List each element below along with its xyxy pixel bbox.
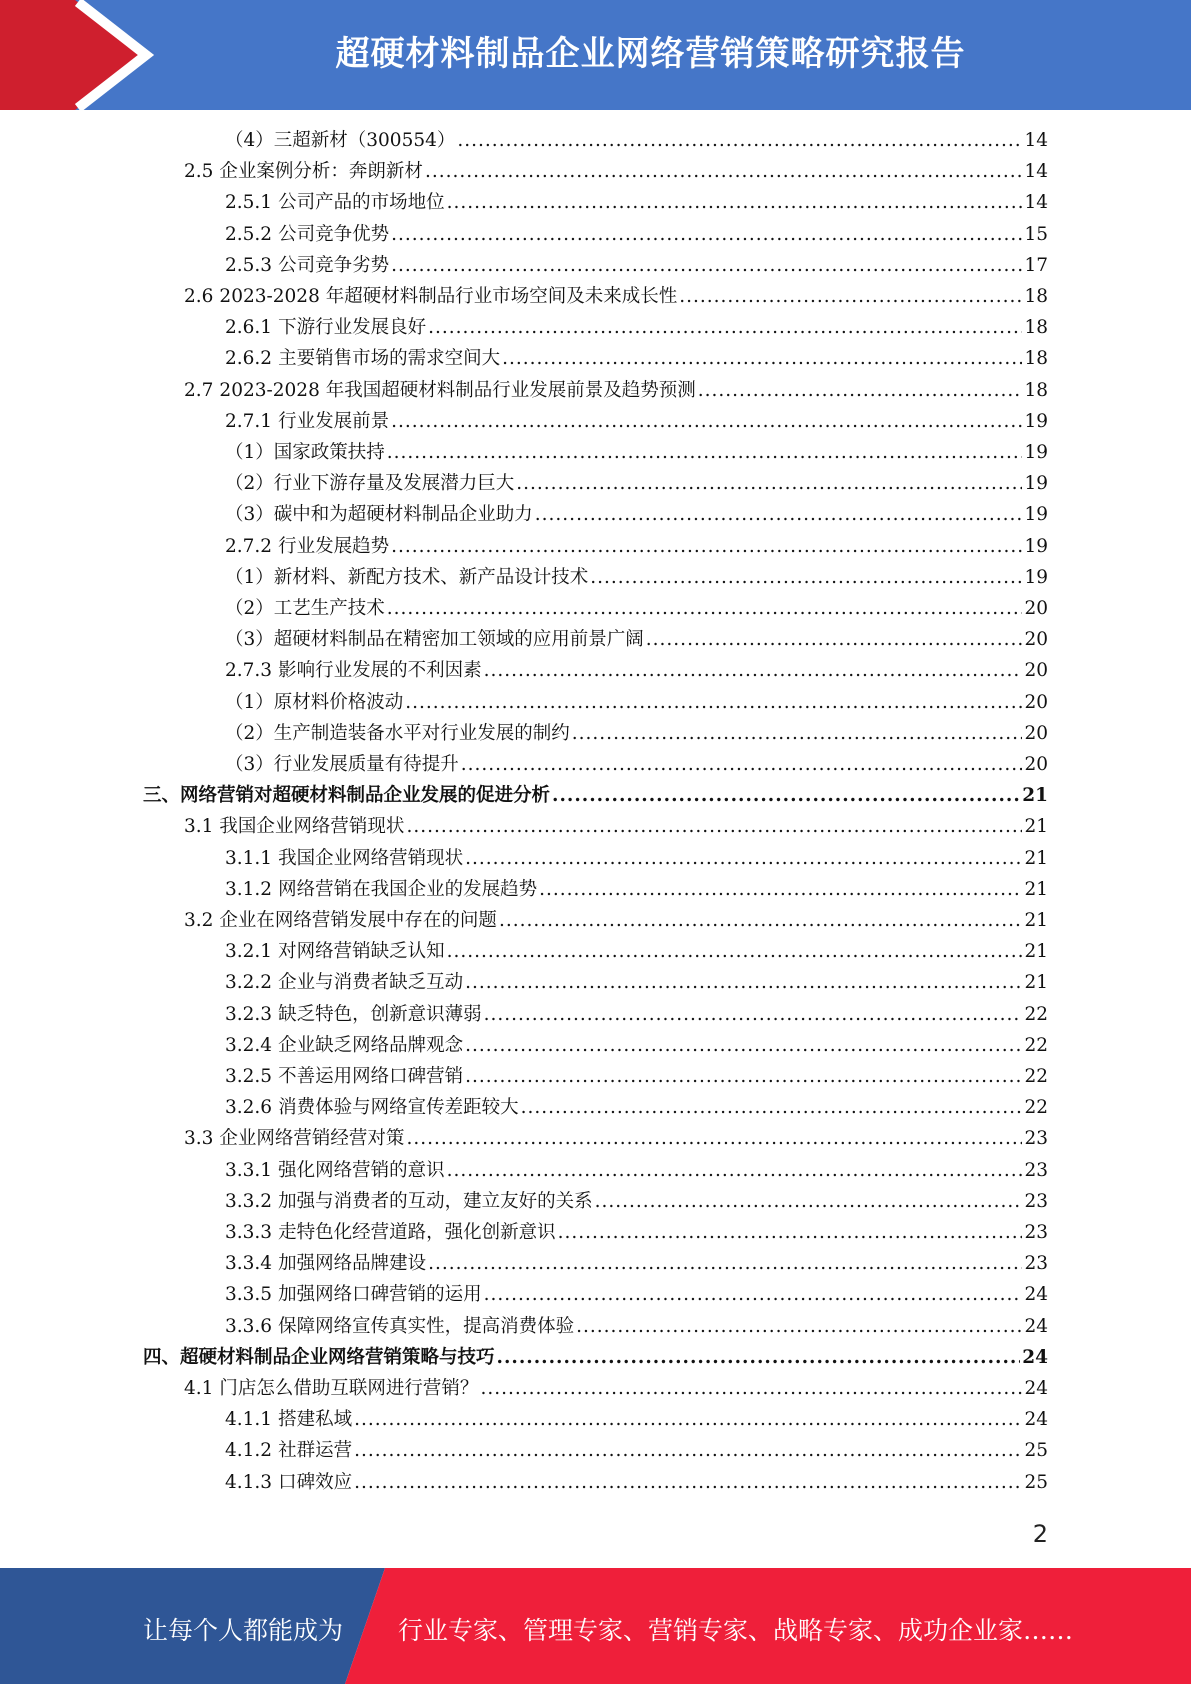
toc-entry[interactable] bbox=[225, 658, 1048, 684]
toc-entry-number: 3.1.2 bbox=[225, 878, 273, 900]
toc-entry-label: 行业发展趋势 bbox=[278, 535, 390, 557]
toc-entry-number: 3.2.6 bbox=[225, 1097, 273, 1119]
toc-dot-leader bbox=[391, 409, 1022, 435]
toc-dot-leader bbox=[497, 1345, 1021, 1371]
toc-entry-number: 3.1 bbox=[184, 816, 214, 838]
toc-entry-label: 公司竞争优势 bbox=[278, 223, 390, 245]
toc-dot-leader bbox=[425, 159, 1023, 185]
toc-entry-page: 24 bbox=[1024, 1284, 1048, 1306]
toc-dot-leader bbox=[391, 534, 1022, 560]
toc-entry-page: 20 bbox=[1024, 598, 1048, 619]
toc-entry-number: 3.2.4 bbox=[225, 1034, 273, 1056]
toc-entry[interactable] bbox=[184, 814, 1048, 840]
toc-entry-page: 18 bbox=[1024, 379, 1048, 401]
toc-dot-leader bbox=[447, 1158, 1023, 1184]
toc-dot-leader bbox=[535, 502, 1023, 528]
toc-entry-label: 三、网络营销对超硬材料制品企业发展的促进分析 bbox=[143, 785, 551, 807]
toc-entry-page: 22 bbox=[1024, 1097, 1048, 1119]
toc-entry-page: 23 bbox=[1024, 1159, 1048, 1181]
toc-entry-label: （3）超硬材料制品在精密加工领域的应用前景广阔 bbox=[225, 629, 644, 651]
toc-entry-page: 19 bbox=[1024, 504, 1048, 526]
toc-entry-number: 3.3.4 bbox=[225, 1253, 273, 1275]
toc-entry[interactable] bbox=[225, 1033, 1048, 1059]
toc-entry[interactable] bbox=[225, 534, 1048, 560]
toc-entry-label: 消费体验与网络宣传差距较大 bbox=[278, 1097, 519, 1119]
toc-entry-page: 18 bbox=[1024, 286, 1048, 307]
toc-entry[interactable] bbox=[184, 1376, 1048, 1402]
toc-entry[interactable] bbox=[225, 409, 1048, 435]
footer-slogan-left: 让每个人都能成为 bbox=[143, 1616, 344, 1645]
toc-entry-page: 19 bbox=[1024, 566, 1048, 588]
toc-entry-page: 21 bbox=[1024, 941, 1048, 963]
toc-entry-page: 17 bbox=[1024, 254, 1048, 276]
toc-dot-leader bbox=[590, 565, 1022, 591]
toc-entry[interactable] bbox=[184, 908, 1048, 934]
toc-entry-label: 门店怎么借助互联网进行营销？ bbox=[219, 1378, 479, 1399]
toc-entry-page: 23 bbox=[1024, 1190, 1048, 1212]
toc-dot-leader bbox=[457, 128, 1022, 154]
toc-entry-label: 不善运用网络口碑营销 bbox=[278, 1066, 464, 1087]
toc-dot-leader bbox=[405, 690, 1022, 716]
toc-entry-label: 企业在网络营销发展中存在的问题 bbox=[219, 910, 497, 931]
toc-entry-label: 加强网络口碑营销的运用 bbox=[278, 1284, 482, 1306]
toc-entry-page: 19 bbox=[1024, 535, 1048, 557]
toc-entry[interactable] bbox=[143, 783, 1048, 809]
toc-entry-page: 19 bbox=[1024, 473, 1048, 495]
toc-entry-label: （3）行业发展质量有待提升 bbox=[225, 754, 459, 775]
toc-dot-leader bbox=[484, 1002, 1023, 1028]
toc-entry[interactable] bbox=[225, 128, 1048, 154]
toc-entry-page: 21 bbox=[1024, 816, 1048, 838]
toc-entry-number: 2.5.2 bbox=[225, 223, 273, 245]
toc-entry-number: 2.7 bbox=[184, 379, 214, 401]
toc-entry-number: 3.3.3 bbox=[225, 1222, 273, 1243]
toc-entry-label: 企业与消费者缺乏互动 bbox=[278, 972, 464, 994]
toc-entry-page: 24 bbox=[1024, 1409, 1048, 1431]
toc-entry[interactable] bbox=[225, 315, 1048, 341]
toc-entry-label: 2023-2028 年我国超硬材料制品行业发展前景及趋势预测 bbox=[219, 379, 696, 401]
toc-entry[interactable] bbox=[184, 284, 1048, 310]
page-number: 2 bbox=[1032, 1520, 1048, 1548]
toc-entry-label: （2）生产制造装备水平对行业发展的制约 bbox=[225, 722, 570, 744]
toc-dot-leader bbox=[572, 721, 1023, 747]
toc-entry-page: 14 bbox=[1024, 161, 1048, 183]
toc-entry-number: 3.2.5 bbox=[225, 1066, 273, 1087]
toc-entry[interactable] bbox=[225, 1220, 1048, 1246]
toc-entry-label: 搭建私域 bbox=[278, 1409, 353, 1431]
toc-entry[interactable] bbox=[225, 565, 1048, 591]
toc-entry[interactable] bbox=[225, 1064, 1048, 1090]
toc-entry[interactable] bbox=[225, 1158, 1048, 1184]
toc-entry-label: 企业缺乏网络品牌观念 bbox=[278, 1034, 464, 1056]
toc-dot-leader bbox=[465, 1064, 1022, 1090]
toc-entry-label: 我国企业网络营销现状 bbox=[219, 816, 405, 838]
toc-entry-number: 3.1.1 bbox=[225, 847, 273, 869]
toc-dot-leader bbox=[354, 1470, 1022, 1496]
toc-entry-label: 主要销售市场的需求空间大 bbox=[278, 348, 501, 370]
toc-dot-leader bbox=[354, 1438, 1022, 1464]
toc-dot-leader bbox=[406, 1126, 1022, 1152]
toc-entry[interactable] bbox=[225, 440, 1048, 466]
toc-entry[interactable] bbox=[225, 1470, 1048, 1496]
toc-dot-leader bbox=[391, 253, 1022, 279]
toc-entry[interactable] bbox=[225, 1407, 1048, 1433]
toc-entry-label: 企业案例分析：奔朗新材 bbox=[219, 161, 423, 183]
toc-entry-number: 3.3.5 bbox=[225, 1284, 273, 1306]
toc-entry[interactable] bbox=[225, 846, 1048, 872]
toc-dot-leader bbox=[539, 877, 1022, 903]
toc-entry-page: 20 bbox=[1024, 691, 1048, 713]
toc-entry-page: 21 bbox=[1024, 910, 1048, 931]
toc-dot-leader bbox=[595, 1189, 1023, 1215]
toc-dot-leader bbox=[461, 752, 1023, 778]
toc-entry[interactable] bbox=[225, 752, 1048, 778]
toc-dot-leader bbox=[502, 346, 1022, 372]
toc-entry-number: 3.2 bbox=[184, 910, 214, 931]
toc-entry[interactable] bbox=[143, 1345, 1048, 1371]
toc-entry-number: 3.3.1 bbox=[225, 1159, 273, 1181]
toc-entry-label: （2）行业下游存量及发展潜力巨大 bbox=[225, 473, 515, 495]
toc-entry[interactable] bbox=[225, 1282, 1048, 1308]
toc-entry-page: 24 bbox=[1024, 1378, 1048, 1399]
page-header bbox=[0, 0, 1191, 110]
toc-entry-label: （4）三超新材（300554） bbox=[225, 130, 456, 151]
toc-dot-leader bbox=[354, 1407, 1022, 1433]
toc-entry-label: 下游行业发展良好 bbox=[278, 317, 427, 339]
toc-entry-label: 网络营销在我国企业的发展趋势 bbox=[278, 878, 538, 900]
toc-entry-label: 我国企业网络营销现状 bbox=[278, 847, 464, 869]
toc-entry-number: 4.1.1 bbox=[225, 1409, 273, 1431]
toc-entry-number: 2.7.2 bbox=[225, 535, 273, 557]
toc-entry-label: 加强网络品牌建设 bbox=[278, 1253, 427, 1275]
toc-entry[interactable] bbox=[225, 346, 1048, 372]
toc-entry-page: 21 bbox=[1024, 878, 1048, 900]
toc-entry-page: 14 bbox=[1024, 192, 1048, 214]
toc-entry[interactable] bbox=[225, 1314, 1048, 1340]
toc-entry-page: 23 bbox=[1024, 1253, 1048, 1275]
toc-entry-label: 公司竞争劣势 bbox=[278, 254, 390, 276]
toc-entry-page: 20 bbox=[1024, 754, 1048, 775]
toc-entry[interactable] bbox=[184, 378, 1048, 404]
toc-entry-number: 2.7.3 bbox=[225, 660, 273, 682]
toc-entry[interactable] bbox=[225, 627, 1048, 653]
toc-entry-number: 3.2.1 bbox=[225, 941, 273, 963]
toc-entry-label: （2）工艺生产技术 bbox=[225, 598, 385, 619]
toc-entry[interactable] bbox=[184, 159, 1048, 185]
toc-entry-number: 3.3.2 bbox=[225, 1190, 273, 1212]
toc-entry[interactable] bbox=[225, 253, 1048, 279]
toc-entry-page: 25 bbox=[1024, 1471, 1048, 1493]
toc-dot-leader bbox=[406, 814, 1022, 840]
toc-entry-number: 4.1.3 bbox=[225, 1471, 273, 1493]
toc-entry[interactable] bbox=[225, 1189, 1048, 1215]
toc-entry-number: 2.5.3 bbox=[225, 254, 273, 276]
toc-entry-label: 口碑效应 bbox=[278, 1471, 353, 1493]
toc-entry-page: 22 bbox=[1024, 1066, 1048, 1087]
toc-entry-page: 20 bbox=[1024, 722, 1048, 744]
toc-entry[interactable] bbox=[225, 1095, 1048, 1121]
toc-entry-label: （1）新材料、新配方技术、新产品设计技术 bbox=[225, 566, 589, 588]
toc-entry[interactable] bbox=[225, 877, 1048, 903]
toc-dot-leader bbox=[558, 1220, 1023, 1246]
toc-entry-number: 3.3 bbox=[184, 1128, 214, 1150]
toc-entry-label: 2023-2028 年超硬材料制品行业市场空间及未来成长性 bbox=[219, 286, 678, 307]
toc-dot-leader bbox=[499, 908, 1023, 934]
toc-entry[interactable] bbox=[225, 939, 1048, 965]
toc-entry-page: 25 bbox=[1024, 1440, 1048, 1462]
toc-entry-page: 24 bbox=[1024, 1315, 1048, 1337]
toc-dot-leader bbox=[391, 222, 1022, 248]
toc-entry-label: （1）国家政策扶持 bbox=[225, 442, 385, 463]
toc-dot-leader bbox=[447, 939, 1023, 965]
toc-entry-label: （3）碳中和为超硬材料制品企业助力 bbox=[225, 504, 533, 526]
toc-entry[interactable] bbox=[225, 1251, 1048, 1277]
toc-entry-label: 企业网络营销经营对策 bbox=[219, 1128, 405, 1150]
toc-entry-page: 19 bbox=[1024, 442, 1048, 463]
toc-dot-leader bbox=[521, 1095, 1023, 1121]
toc-entry[interactable] bbox=[225, 1002, 1048, 1028]
toc-entry-number: 2.6.2 bbox=[225, 348, 273, 370]
toc-dot-leader bbox=[387, 440, 1023, 466]
toc-dot-leader bbox=[465, 846, 1022, 872]
toc-entry-page: 15 bbox=[1024, 223, 1048, 245]
toc-entry-page: 21 bbox=[1022, 785, 1048, 807]
toc-entry-label: 四、超硬材料制品企业网络营销策略与技巧 bbox=[143, 1346, 495, 1368]
toc-entry[interactable] bbox=[225, 190, 1048, 216]
toc-entry-label: 强化网络营销的意识 bbox=[278, 1159, 445, 1181]
toc-dot-leader bbox=[465, 1033, 1022, 1059]
toc-entry-page: 14 bbox=[1024, 130, 1048, 151]
toc-dot-leader bbox=[552, 783, 1020, 809]
toc-entry[interactable] bbox=[225, 502, 1048, 528]
toc-dot-leader bbox=[484, 658, 1023, 684]
toc-entry[interactable] bbox=[225, 471, 1048, 497]
toc-dot-leader bbox=[646, 627, 1023, 653]
toc-entry-number: 4.1 bbox=[184, 1378, 214, 1399]
toc-dot-leader bbox=[576, 1314, 1022, 1340]
toc-entry-label: 公司产品的市场地位 bbox=[278, 192, 445, 214]
toc-entry-number: 3.3.6 bbox=[225, 1315, 273, 1337]
toc-entry-label: 行业发展前景 bbox=[278, 410, 390, 432]
toc-dot-leader bbox=[484, 1282, 1023, 1308]
toc-entry-number: 2.7.1 bbox=[225, 410, 273, 432]
toc-dot-leader bbox=[679, 284, 1022, 310]
header-title: 超硬材料制品企业网络营销策略研究报告 bbox=[335, 34, 966, 74]
toc-entry[interactable] bbox=[184, 1126, 1048, 1152]
toc-dot-leader bbox=[465, 970, 1022, 996]
toc-entry[interactable] bbox=[225, 970, 1048, 996]
toc-dot-leader bbox=[387, 596, 1023, 622]
toc-entry-number: 3.2.2 bbox=[225, 972, 273, 994]
toc-dot-leader bbox=[428, 1251, 1022, 1277]
toc-dot-leader bbox=[428, 315, 1022, 341]
toc-entry-number: 2.6 bbox=[184, 286, 214, 307]
toc-entry-page: 23 bbox=[1024, 1128, 1048, 1150]
toc-entry-page: 24 bbox=[1022, 1346, 1048, 1368]
toc-entry-number: 2.5 bbox=[184, 161, 214, 183]
toc-entry[interactable] bbox=[225, 222, 1048, 248]
toc-entry-page: 21 bbox=[1024, 972, 1048, 994]
toc-entry-page: 22 bbox=[1024, 1003, 1048, 1025]
toc-entry-page: 22 bbox=[1024, 1034, 1048, 1056]
toc-entry-label: 对网络营销缺乏认知 bbox=[278, 941, 445, 963]
toc-entry-page: 21 bbox=[1024, 847, 1048, 869]
footer-slogan-right: 行业专家、管理专家、营销专家、战略专家、成功企业家…… bbox=[398, 1616, 1074, 1645]
toc-entry-page: 18 bbox=[1024, 348, 1048, 370]
toc-entry-label: 加强与消费者的互动，建立友好的关系 bbox=[278, 1190, 593, 1212]
toc-entry-page: 23 bbox=[1024, 1222, 1048, 1243]
page-footer bbox=[0, 1568, 1191, 1684]
toc-entry-number: 3.2.3 bbox=[225, 1003, 273, 1025]
toc-entry[interactable] bbox=[225, 1438, 1048, 1464]
toc-entry-number: 2.5.1 bbox=[225, 192, 273, 214]
toc-entry-label: 走特色化经营道路，强化创新意识 bbox=[278, 1222, 556, 1243]
toc-entry-label: 保障网络宣传真实性，提高消费体验 bbox=[278, 1315, 575, 1337]
toc-entry-page: 18 bbox=[1024, 317, 1048, 339]
toc-entry[interactable] bbox=[225, 721, 1048, 747]
toc-entry-number: 4.1.2 bbox=[225, 1440, 273, 1462]
toc-entry-label: （1）原材料价格波动 bbox=[225, 691, 404, 713]
toc-entry-label: 影响行业发展的不利因素 bbox=[278, 660, 482, 682]
toc-dot-leader bbox=[480, 1376, 1022, 1402]
toc-dot-leader bbox=[516, 471, 1022, 497]
toc-entry-label: 缺乏特色，创新意识薄弱 bbox=[278, 1003, 482, 1025]
toc-dot-leader bbox=[698, 378, 1023, 404]
toc-dot-leader bbox=[447, 190, 1023, 216]
toc-entry-page: 20 bbox=[1024, 660, 1048, 682]
toc-entry-label: 社群运营 bbox=[278, 1440, 353, 1462]
toc-entry-page: 19 bbox=[1024, 410, 1048, 432]
toc-entry[interactable] bbox=[225, 596, 1048, 622]
toc-entry[interactable] bbox=[225, 690, 1048, 716]
toc-entry-page: 20 bbox=[1024, 629, 1048, 651]
toc-entry-number: 2.6.1 bbox=[225, 317, 273, 339]
